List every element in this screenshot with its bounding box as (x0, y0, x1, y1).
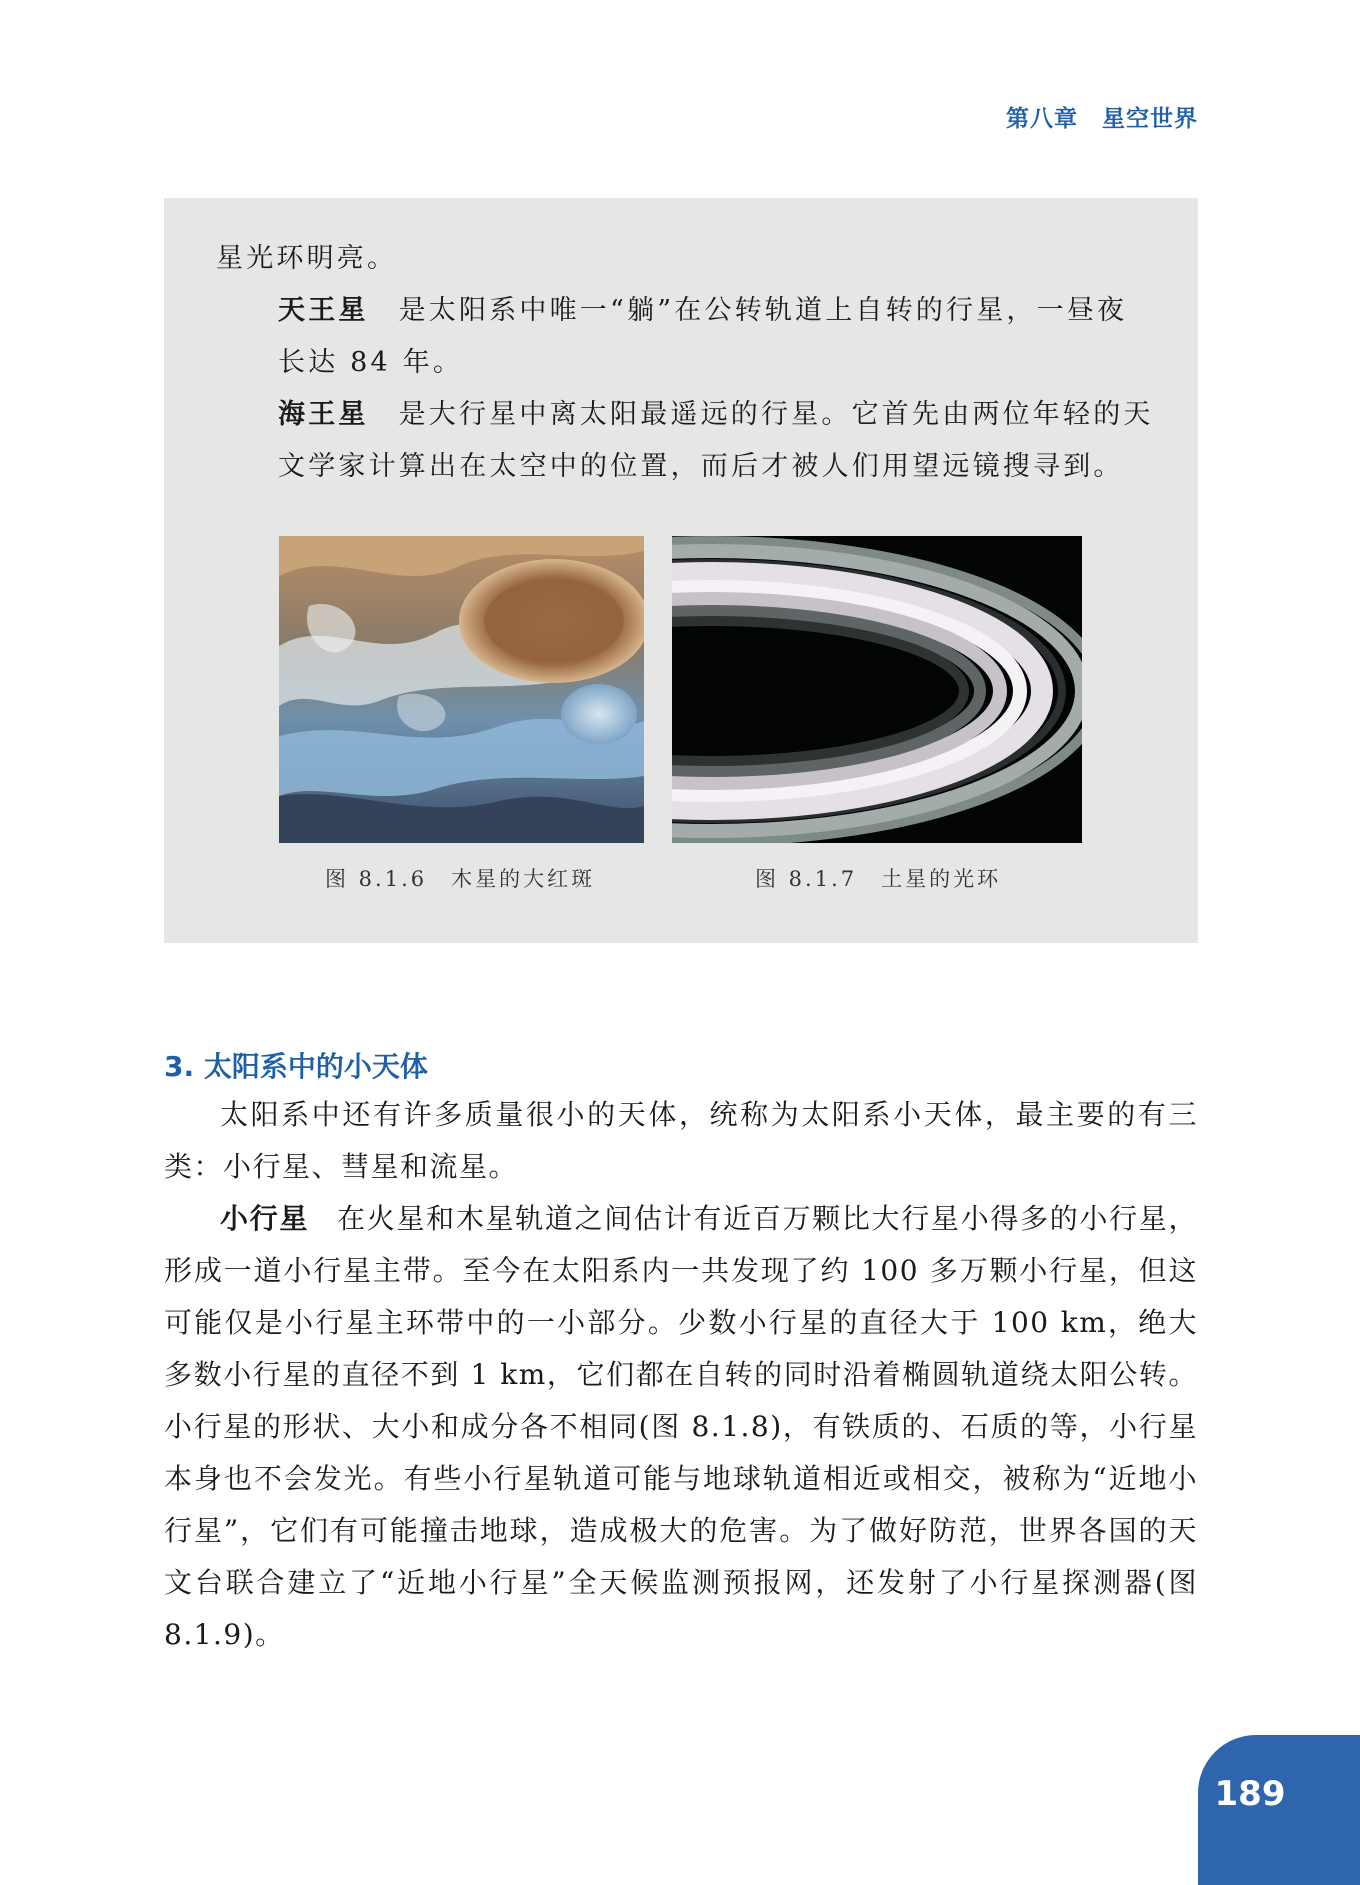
box-paragraph-neptune (216, 389, 1156, 493)
body-paragraph-asteroids (164, 1193, 1198, 1661)
term-uranus: 天王星 (278, 295, 369, 326)
saturn-rings-image (672, 536, 1082, 843)
body-paragraph-1 (164, 1089, 1198, 1193)
chapter-header: 第八章 星空世界 (1006, 106, 1198, 132)
term-neptune: 海王星 (278, 399, 369, 430)
term-asteroid: 小行星 (220, 1202, 310, 1235)
figure-caption-jupiter: 图 8.1.6 木星的大红斑 (325, 867, 596, 891)
neptune-text: 是大行星中离太阳最遥远的行星。它首先由两位年轻的天文学家计算出在太空中的位置，而后才被人们用望远镜搜寻到。 (278, 399, 1154, 482)
page-number: 189 (1214, 1774, 1286, 1814)
uranus-text: 是太阳系中唯一“躺”在公转轨道上自转的行星，一昼夜长达 84 年。 (278, 295, 1128, 378)
jupiter-red-spot-image (279, 536, 644, 843)
box-paragraph-uranus (216, 285, 1156, 389)
asteroid-text: 在火星和木星轨道之间估计有近百万颗比大行星小得多的小行星，形成一道小行星主带。至今在太阳系内一共发现了约 100 多万颗小行星，但这可能仅是小行星主环带中的一小部分。少数小行星的直径大于 100 km，绝大多数小行星的直径不到 1 km，它们都在自转的同时沿着椭圆轨道绕太阳公转。小行星的形状、大小和成分各不相同(图 8.1.8)，有铁质的、石质的等，小行星本身也不会发光。有些小行星轨道可能与地球轨道相近或相交，被称为“近地小行星”，它们有可能撞击地球，造成极大的危害。为了做好防范，世界各国的天文台联合建立了“近地小行星”全天候监测预报网，还发射了小行星探测器(图 8.1.9)。 (164, 1202, 1198, 1651)
section-title: 3. 太阳系中的小天体 (164, 1050, 428, 1083)
box-paragraph-1: 星光环明亮。 (216, 243, 398, 274)
intro-text: 太阳系中还有许多质量很小的天体，统称为太阳系小天体，最主要的有三类：小行星、彗星和流星。 (164, 1098, 1198, 1183)
figure-caption-saturn: 图 8.1.7 土星的光环 (755, 867, 1002, 891)
